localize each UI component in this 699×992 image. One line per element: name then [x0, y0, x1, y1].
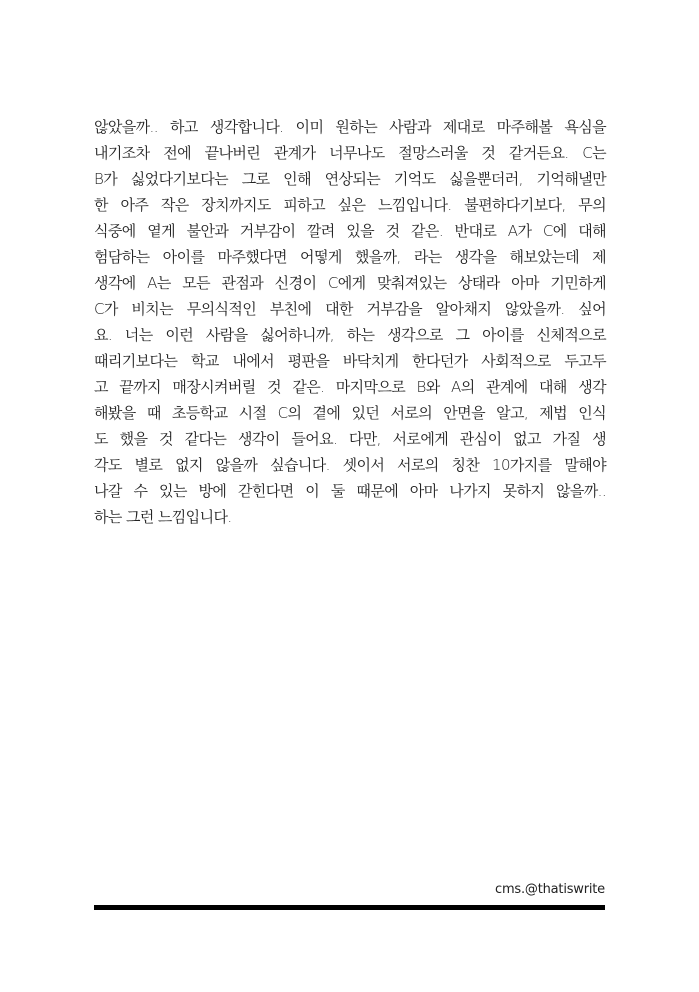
- footer-credit: cms.@thatiswrite: [495, 882, 605, 897]
- text-line: 험담하는 아이를 마주했다면 어떻게 했을까, 라는 생각을 해보았는데 제: [94, 248, 606, 266]
- text-line: 요. 너는 이런 사람을 싫어하니까, 하는 생각으로 그 아이를 신체적으로: [94, 326, 606, 344]
- text-line: B가 싫었다기보다는 그로 인해 연상되는 기억도 싫을뿐더러, 기억해낼만: [94, 170, 606, 188]
- text-line: 고 끝까지 매장시켜버릴 것 같은. 마지막으로 B와 A의 관계에 대해 생각: [94, 378, 606, 396]
- text-line: 하는 그런 느낌입니다.: [94, 508, 232, 526]
- text-line: 도 했을 것 같다는 생각이 들어요. 다만, 서로에게 관심이 없고 가질 생: [94, 430, 606, 448]
- text-line: 식중에 옅게 불안과 거부감이 깔려 있을 것 같은. 반대로 A가 C에 대해: [94, 222, 606, 240]
- text-line: 한 아주 작은 장치까지도 피하고 싶은 느낌입니다. 불편하다기보다, 무의: [94, 196, 606, 214]
- body-paragraph: [94, 114, 606, 530]
- text-line: 내기조차 전에 끝나버린 관계가 너무나도 절망스러울 것 같거든요. C는: [94, 144, 606, 162]
- text-line: 각도 별로 없지 않을까 싶습니다. 셋이서 서로의 칭찬 10가지를 말해야: [94, 456, 606, 474]
- text-line: 때리기보다는 학교 내에서 평판을 바닥치게 한다던가 사회적으로 두고두: [94, 352, 606, 370]
- text-line: 않았을까.. 하고 생각합니다. 이미 원하는 사람과 제대로 마주해볼 욕심을: [94, 118, 606, 136]
- footer-divider: [94, 905, 605, 910]
- text-line: 생각에 A는 모든 관점과 신경이 C에게 맞춰져있는 상태라 아마 기민하게: [94, 274, 606, 292]
- text-line: C가 비치는 무의식적인 부친에 대한 거부감을 알아채지 않았을까. 싶어: [94, 300, 606, 318]
- text-line: 나갈 수 있는 방에 갇힌다면 이 둘 때문에 아마 나가지 못하지 않을까..: [94, 482, 606, 500]
- text-line: 해봤을 때 초등학교 시절 C의 곁에 있던 서로의 안면을 알고, 제법 인식: [94, 404, 606, 422]
